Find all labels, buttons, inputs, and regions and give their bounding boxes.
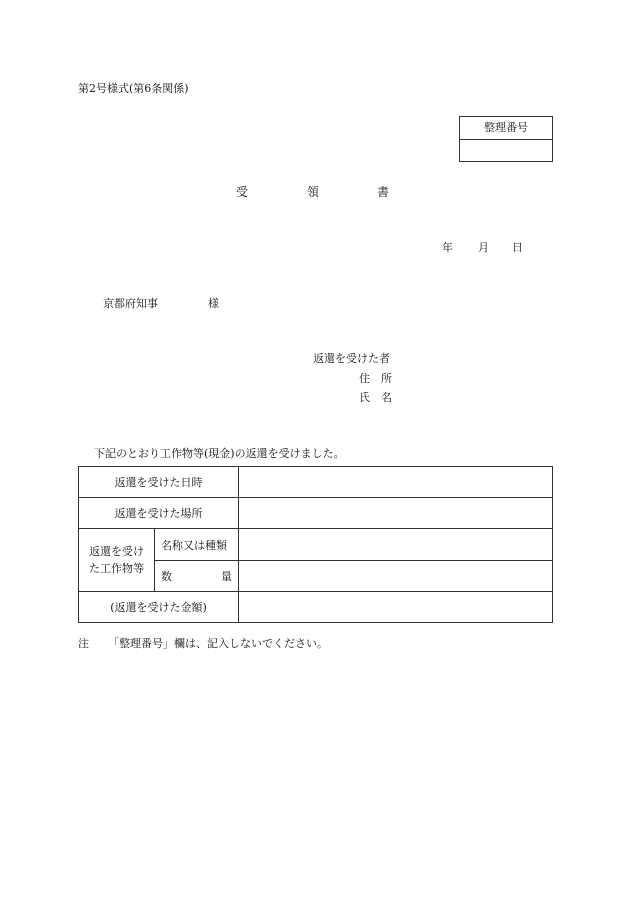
receiver-name-label-1: 氏: [359, 391, 370, 404]
datetime-label: 返還を受けた日時: [79, 467, 239, 498]
title-char-2: 領: [307, 185, 320, 199]
title-char-1: 受: [236, 185, 249, 199]
seiri-number-label: 整理番号: [460, 117, 552, 140]
items-label-line1: 返還を受け: [89, 545, 144, 558]
datetime-value: [239, 467, 553, 498]
date-month-label: 月: [478, 241, 489, 254]
receiver-heading: 返還を受けた者: [313, 352, 390, 365]
statement-text: 下記のとおり工作物等(現金)の返還を受けました。: [94, 447, 345, 460]
form-number: 第2号様式(第6条関係): [78, 82, 189, 95]
table-row: [79, 529, 553, 561]
amount-value: [239, 592, 553, 623]
item-quantity-value: [239, 561, 553, 592]
seiri-number-box: [459, 116, 553, 162]
table-row: [79, 592, 553, 623]
receiver-address-label-1: 住: [359, 372, 370, 385]
item-quantity-char-2: 量: [221, 570, 232, 583]
item-quantity-char-1: 数: [161, 570, 172, 583]
addressee-honorific: 様: [208, 297, 219, 310]
date-day-label: 日: [512, 241, 523, 254]
detail-table: [78, 466, 553, 623]
items-label: [79, 529, 155, 592]
receiver-address-label-2: 所: [381, 372, 392, 385]
table-row: [79, 498, 553, 529]
title-char-3: 書: [377, 185, 390, 199]
item-name-value: [239, 529, 553, 561]
item-name-label: 名称又は種類: [155, 529, 239, 561]
note-text: 「整理番号」欄は、記入しないでください。: [108, 637, 328, 650]
addressee-name: 京都府知事: [103, 297, 158, 310]
table-row: [79, 467, 553, 498]
items-label-line2: た工作物等: [89, 562, 144, 575]
note-mark: 注: [78, 637, 89, 650]
place-label: 返還を受けた場所: [79, 498, 239, 529]
place-value: [239, 498, 553, 529]
amount-label: (返還を受けた金額): [79, 592, 239, 623]
seiri-number-value: [460, 140, 552, 161]
date-year-label: 年: [442, 241, 453, 254]
item-quantity-label: [155, 561, 239, 592]
receiver-name-label-2: 名: [381, 391, 392, 404]
